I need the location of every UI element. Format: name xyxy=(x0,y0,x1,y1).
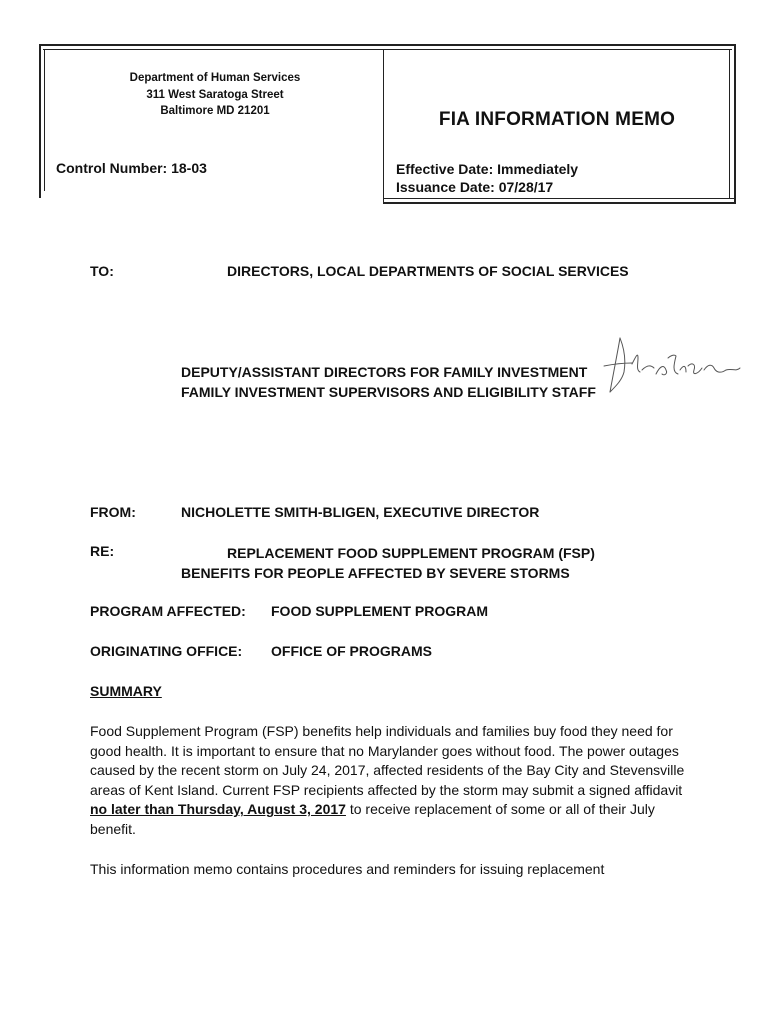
summary-paragraph xyxy=(90,722,690,840)
issuance-date: Issuance Date: 07/28/17 xyxy=(396,179,554,195)
to-recipients-line3: FAMILY INVESTMENT SUPERVISORS AND ELIGIBILITY STAFF xyxy=(181,384,596,400)
signature-icon xyxy=(590,330,750,410)
program-affected-label: PROGRAM AFFECTED: xyxy=(90,603,246,619)
re-line1: REPLACEMENT FOOD SUPPLEMENT PROGRAM (FSP) xyxy=(227,545,595,561)
control-number: Control Number: 18-03 xyxy=(56,160,207,176)
agency-name: Department of Human Services xyxy=(129,72,301,84)
memo-title: FIA INFORMATION MEMO xyxy=(438,109,676,130)
re-line2: BENEFITS FOR PEOPLE AFFECTED BY SEVERE STORMS xyxy=(181,565,570,581)
agency-address xyxy=(46,70,384,120)
from-value: NICHOLETTE SMITH-BLIGEN, EXECUTIVE DIRECTOR xyxy=(181,504,540,520)
summary-text-after: to receive replacement of some or all of their July benefit. xyxy=(90,801,655,837)
summary-heading: SUMMARY xyxy=(90,683,162,699)
program-affected xyxy=(90,603,488,619)
originating-office xyxy=(90,643,432,659)
summary-deadline: no later than Thursday, August 3, 2017 xyxy=(90,801,346,818)
to-label: TO: xyxy=(90,263,114,279)
summary-text-before: Food Supplement Program (FSP) benefits help individuals and families buy food they need for good health. It is important to ensure that no Marylander goes without food. The power outages caused by the recent storm on July 24, 2017, affected residents of the Bay City and Stevensville areas of Kent Island. Current FSP recipients affected by the storm may submit a signed affidavit xyxy=(90,723,685,798)
originating-office-label: ORIGINATING OFFICE: xyxy=(90,643,243,659)
memo-dates xyxy=(396,160,578,196)
summary-paragraph-2: This information memo contains procedures and reminders for issuing replacement xyxy=(90,861,605,877)
to-recipients-line1: DIRECTORS, LOCAL DEPARTMENTS OF SOCIAL SERVICES xyxy=(227,263,629,279)
agency-street: 311 West Saratoga Street xyxy=(146,88,284,101)
re-label: RE: xyxy=(90,543,115,559)
program-affected-value: FOOD SUPPLEMENT PROGRAM xyxy=(271,603,489,619)
effective-date: Effective Date: Immediately xyxy=(396,161,579,177)
re-value xyxy=(181,543,595,583)
originating-office-value: OFFICE OF PROGRAMS xyxy=(271,643,432,659)
agency-city: Baltimore MD 21201 xyxy=(160,105,270,117)
to-recipients-line2: DEPUTY/ASSISTANT DIRECTORS FOR FAMILY INVESTMENT xyxy=(181,364,588,380)
to-recipients-block xyxy=(181,362,596,402)
from-label: FROM: xyxy=(90,504,136,520)
